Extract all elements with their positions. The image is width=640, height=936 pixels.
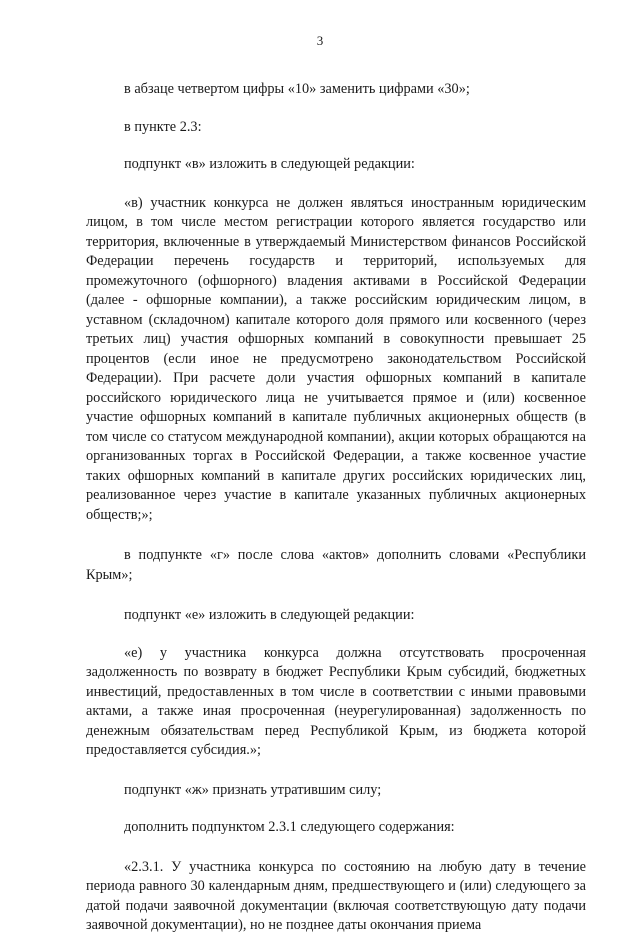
document-body (86, 78, 586, 936)
clause-2-3-heading: в пункте 2.3: (124, 118, 202, 135)
subclause-v-text: «в) участник конкурса не должен являться иностранным юридическим лицом, в том числе местом регистрации которого является государство или территория, включенные в утверждаемый Министерством финансов Российской Федерации перечень государств и территорий, используемых для промежуточного (офшорного) владения активами в Российской Федерации (далее - офшорные компании), а также российским юридическим лицом, в уставном (складочном) капитале которого доля прямого или косвенного (через третьих лиц) участия офшорных компаний в совокупности превышает 25 процентов (если иное не предусмотрено законодательством Российской Федерации). При расчете доли участия офшорных компаний в капитале российского юридического лица не учитывается прямое и (или) косвенное участие офшорных компаний в капитале публичных акционерных обществ (в том числе со статусом международной компании), акции которых обращаются на организованных торгах в Российской Федерации, а также косвенное участие таких офшорных компаний в капитале других российских юридических лиц, реализованное через участие в капитале указанных публичных акционерных обществ;»; (86, 194, 586, 523)
subclause-v-intro: подпункт «в» изложить в следующей редакции: (124, 156, 415, 172)
subclause-2-3-1-intro: дополнить подпунктом 2.3.1 следующего содержания: (124, 819, 455, 835)
subclause-g-amendment: в подпункте «г» после слова «актов» дополнить словами «Республики Крым»; (86, 547, 586, 583)
page-number: 3 (316, 33, 324, 48)
subclause-zh-repeal: подпункт «ж» признать утратившим силу; (124, 781, 382, 798)
subclause-e-intro: подпункт «е» изложить в следующей редакции: (124, 607, 415, 623)
subclause-2-3-1-text: «2.3.1. У участника конкурса по состоянию на любую дату в течение периода равного 30 календарным дням, предшествующего и (или) следующего за датой подачи заявочной документации (включая соответствующую дату подачи заявочной документации), но не позднее даты окончания приема (86, 858, 586, 933)
subclause-e-text: «е) у участника конкурса должна отсутствовать просроченная задолженность по возврату в бюджет Республики Крым субсидий, бюджетных инвестиций, предоставленных в том числе в соответствии с иными правовыми актами, а также иная просроченная (неурегулированная) задолженность по денежным обязательствам перед Республикой Крым, из бюджета которой предоставляется субсидия.»; (86, 644, 586, 758)
amend-paragraph-4: в абзаце четвертом цифры «10» заменить цифрами «30»; (124, 81, 470, 97)
